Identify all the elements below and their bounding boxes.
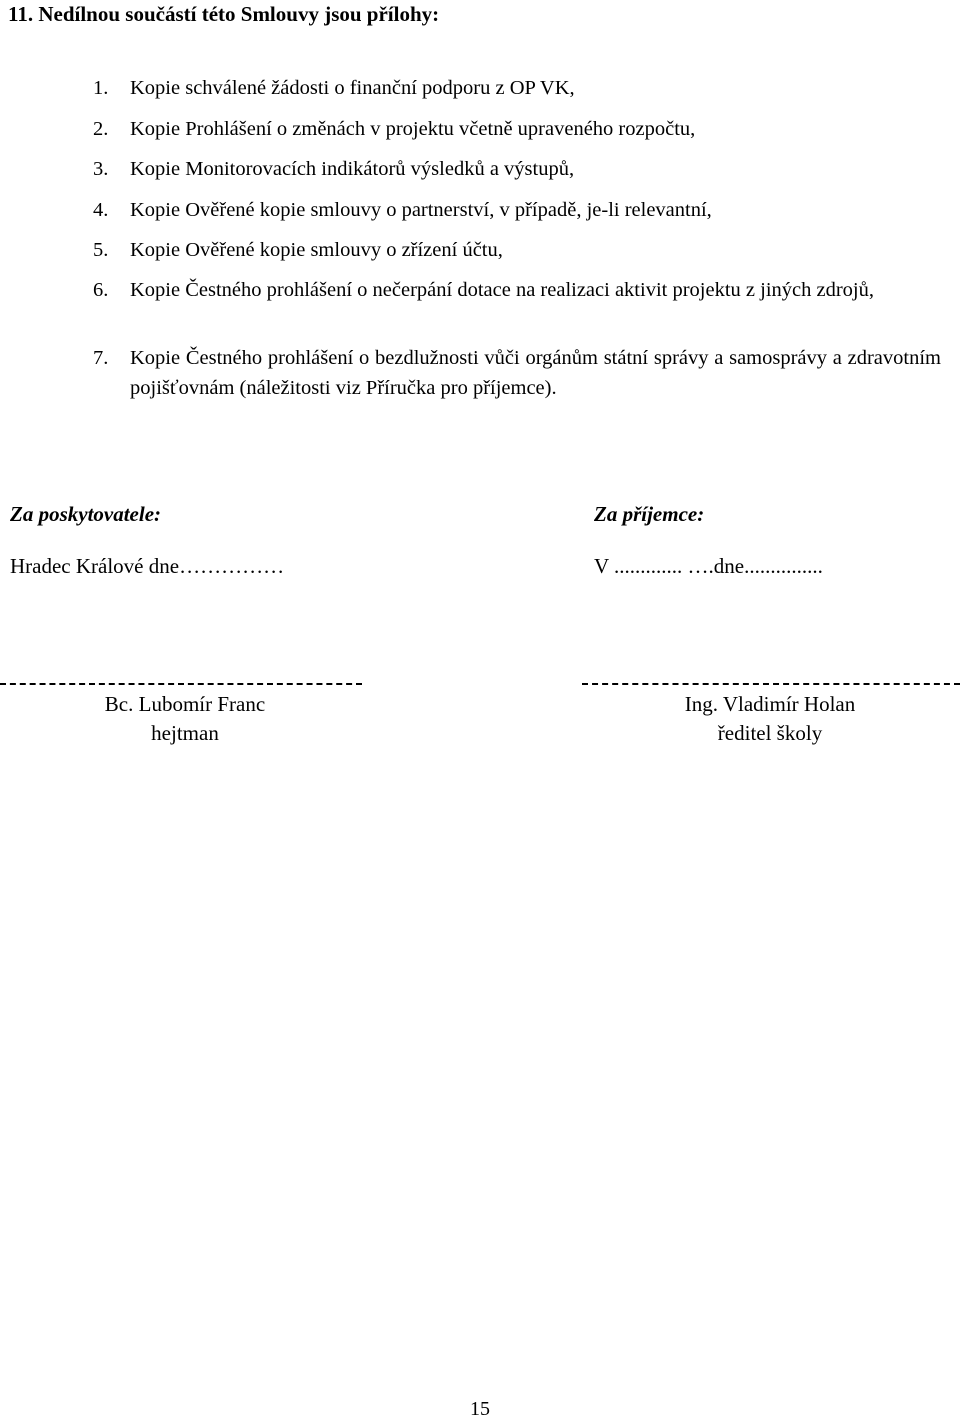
provider-place-date: Hradec Králové dne…………… (10, 554, 285, 578)
list-item-number: 6. (93, 279, 109, 301)
list-item-number: 2. (93, 118, 109, 140)
list-item-text: Kopie Čestného prohlášení o bezdlužnosti vůči orgánům státní správy a samosprávy a zdravotním pojišťovnám (náležitosti viz Příručka pro příjemce). (130, 347, 941, 399)
list-item-number: 5. (93, 239, 109, 261)
list-item (93, 235, 941, 265)
list-item-number: 1. (93, 77, 109, 99)
list-item-text: Kopie Ověřené kopie smlouvy o zřízení účtu, (130, 239, 503, 261)
recipient-heading: Za příjemce: (594, 502, 705, 526)
list-item (93, 343, 941, 403)
list-item-text: Kopie Prohlášení o změnách v projektu včetně upraveného rozpočtu, (130, 118, 696, 140)
list-item (93, 275, 941, 305)
list-item (93, 114, 941, 144)
list-item (93, 154, 941, 184)
provider-signature-line (0, 683, 362, 685)
list-item-text: Kopie Čestného prohlášení o nečerpání dotace na realizaci aktivit projektu z jiných zdrojů, (130, 279, 874, 301)
list-item-number: 7. (93, 347, 109, 369)
list-item-number: 4. (93, 199, 109, 221)
list-item (93, 195, 941, 225)
section-heading: 11. Nedílnou součástí této Smlouvy jsou přílohy: (8, 2, 440, 26)
provider-name: Bc. Lubomír Franc (104, 692, 266, 716)
page-number: 15 (470, 1398, 490, 1420)
list-item (93, 73, 941, 103)
list-item-number: 3. (93, 158, 109, 180)
provider-heading: Za poskytovatele: (10, 502, 162, 526)
recipient-place-date: V ............. ….dne............... (594, 554, 823, 578)
recipient-name: Ing. Vladimír Holan (684, 692, 856, 716)
recipient-signatory (590, 690, 950, 748)
list-item-text: Kopie Monitorovacích indikátorů výsledků a výstupů, (130, 158, 575, 180)
list-item-text: Kopie Ověřené kopie smlouvy o partnerství, v případě, je-li relevantní, (130, 199, 712, 221)
list-item-text: Kopie schválené žádosti o finanční podporu z OP VK, (130, 77, 575, 99)
recipient-role: ředitel školy (717, 721, 823, 745)
recipient-signature-line (582, 683, 960, 685)
provider-role: hejtman (151, 721, 219, 745)
provider-signatory (0, 690, 370, 748)
